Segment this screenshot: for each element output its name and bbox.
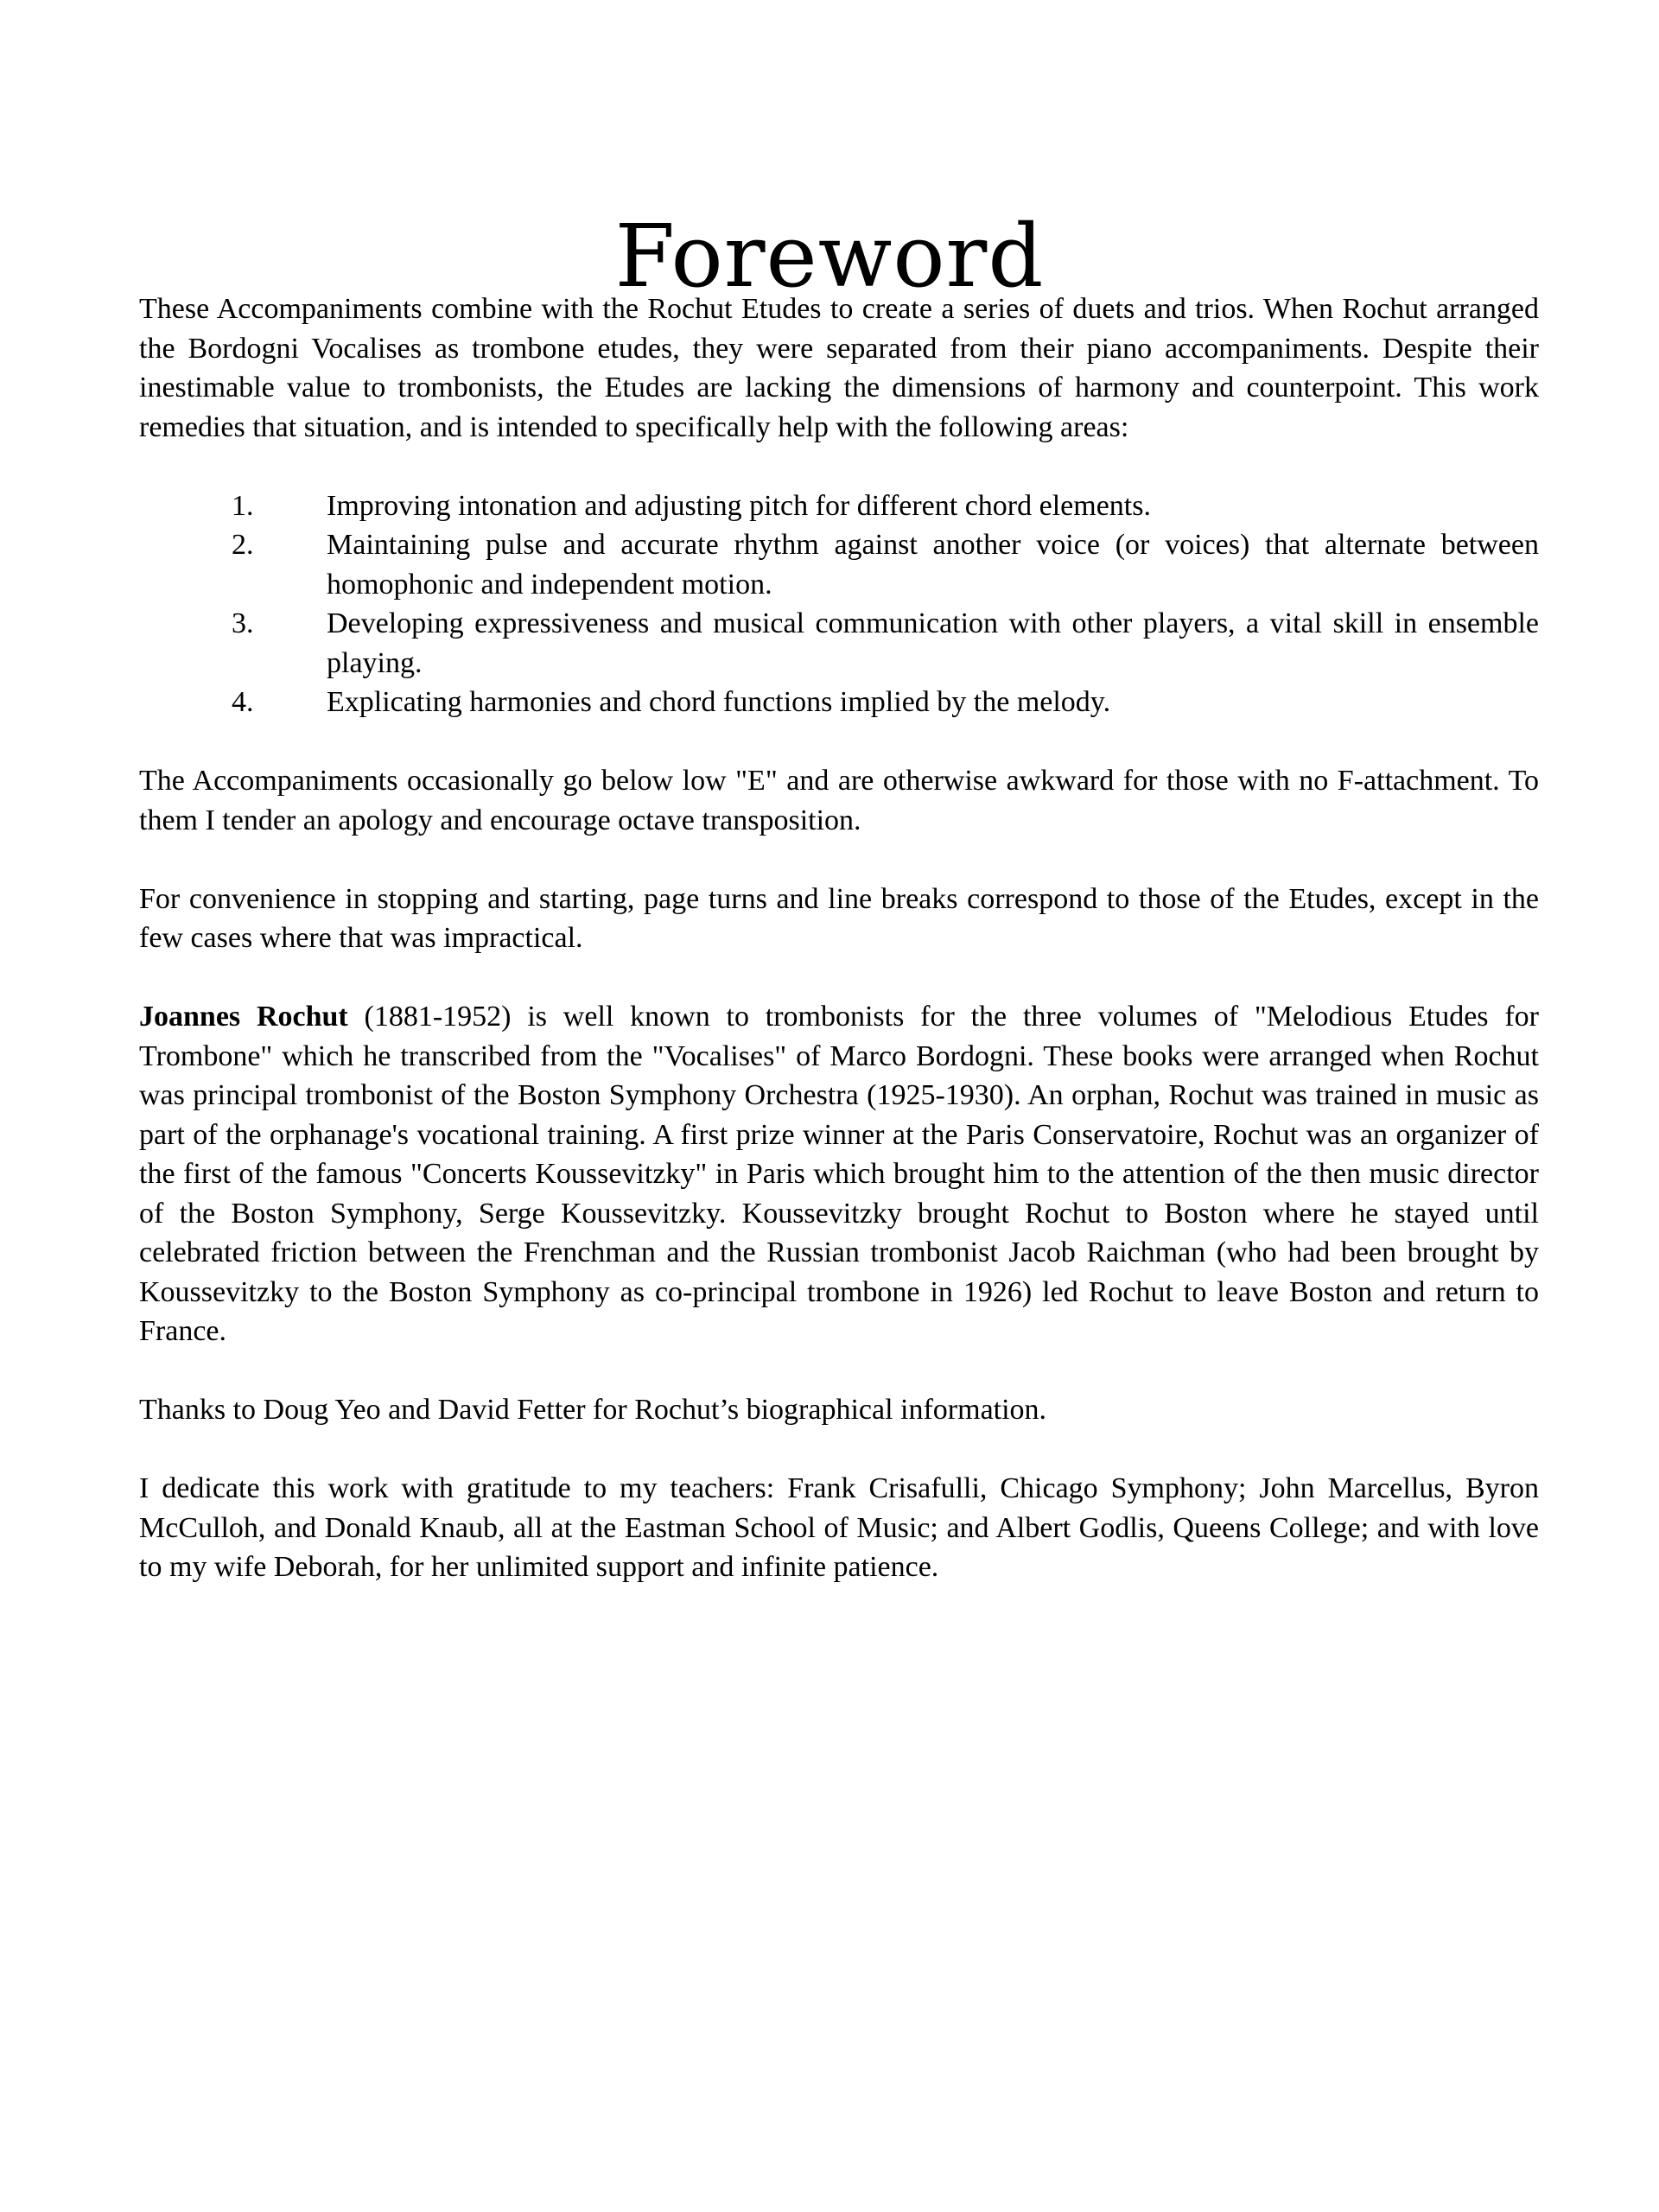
list-item — [139, 683, 1539, 722]
low-e-paragraph: The Accompaniments occasionally go below low "E" and are otherwise awkward for those with no F-attachment. To them I tender an apology and encourage octave transposition. — [139, 765, 1539, 836]
list-item — [139, 486, 1539, 526]
list-item-text: Improving intonation and adjusting pitch for different chord elements. — [327, 489, 1151, 522]
thanks-paragraph: Thanks to Doug Yeo and David Fetter for Rochut’s biographical information. — [139, 1394, 1047, 1426]
list-item-text: Explicating harmonies and chord functions implied by the melody. — [327, 686, 1111, 718]
list-item-text: Maintaining pulse and accurate rhythm against another voice (or voices) that alternate between homophonic and independent motion. — [327, 529, 1539, 601]
list-item-number: 2. — [232, 529, 254, 561]
page-title: Foreword — [614, 206, 1045, 307]
biography-name: Joannes Rochut — [139, 1001, 348, 1033]
convenience-paragraph: For convenience in stopping and starting, page turns and line breaks correspond to those of the Etudes, except in the few cases where that was impractical. — [139, 882, 1539, 954]
list-item-number: 1. — [232, 489, 254, 522]
list-item-number: 3. — [232, 607, 254, 639]
list-item — [139, 604, 1539, 683]
foreword-body — [139, 289, 1539, 1626]
dedication-paragraph: I dedicate this work with gratitude to my teachers: Frank Crisafulli, Chicago Symphony; John Marcellus, Byron McCulloh, and Donald Knaub, all at the Eastman School of Music; and Albert Godlis, Queens College; and with love to my wife Deborah, for her unlimited support and infinite patience. — [139, 1472, 1539, 1583]
biography-paragraph — [139, 997, 1539, 1351]
goals-list — [139, 486, 1539, 722]
biography-text: (1881-1952) is well known to trombonists for the three volumes of "Melodious Etudes for Trombone" which he transcribed from the "Vocalises" of Marco Bordogni. These books were arranged when Rochut was principal trombonist of the Boston Symphony Orchestra (1925-1930). An orphan, Rochut was trained in music as part of the orphanage's vocational training. A first prize winner at the Paris Conservatoire, Rochut was an organizer of the first of the famous "Concerts Koussevitzky" in Paris which brought him to the attention of the then music director of the Boston Symphony, Serge Koussevitzky. Koussevitzky brought Rochut to Boston where he stayed until celebrated friction between the Frenchman and the Russian trombonist Jacob Raichman (who had been brought by Koussevitzky to the Boston Symphony as co-principal trombone in 1926) led Rochut to leave Boston and return to France. — [139, 1001, 1539, 1347]
intro-paragraph: These Accompaniments combine with the Rochut Etudes to create a series of duets and trios. When Rochut arranged the Bordogni Vocalises as trombone etudes, they were separated from their piano accompaniments. Despite their inestimable value to trombonists, the Etudes are lacking the dimensions of harmony and counterpoint. This work remedies that situation, and is intended to specifically help with the following areas: — [139, 293, 1539, 443]
list-item-text: Developing expressiveness and musical communication with other players, a vital skill in ensemble playing. — [327, 607, 1539, 679]
list-item — [139, 525, 1539, 604]
list-item-number: 4. — [232, 686, 254, 718]
